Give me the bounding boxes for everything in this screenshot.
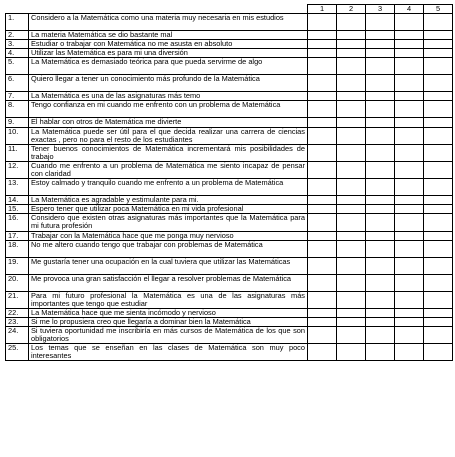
survey-items — [6, 14, 453, 361]
score-cell-4[interactable] — [395, 58, 424, 75]
score-cell-1[interactable] — [308, 92, 337, 101]
score-cell-3[interactable] — [366, 240, 395, 257]
scale-header-row — [6, 5, 453, 14]
score-cell-4[interactable] — [395, 49, 424, 58]
score-cell-2[interactable] — [337, 179, 366, 196]
item-statement: Estoy calmado y tranquilo cuando me enfrento a un problema de Matemática — [29, 179, 308, 196]
score-cell-4[interactable] — [395, 144, 424, 161]
score-cell-4[interactable] — [395, 127, 424, 144]
survey-row — [6, 317, 453, 326]
survey-row — [6, 144, 453, 161]
score-cell-3[interactable] — [366, 49, 395, 58]
score-cell-4[interactable] — [395, 257, 424, 274]
score-cell-5[interactable] — [424, 179, 453, 196]
item-number: 2. — [6, 31, 29, 40]
survey-row — [6, 326, 453, 343]
score-cell-3[interactable] — [366, 144, 395, 161]
item-number: 18. — [6, 240, 29, 257]
score-cell-2[interactable] — [337, 101, 366, 118]
score-cell-5[interactable] — [424, 214, 453, 231]
score-cell-4[interactable] — [395, 101, 424, 118]
score-cell-5[interactable] — [424, 40, 453, 49]
score-cell-3[interactable] — [366, 14, 395, 31]
score-cell-1[interactable] — [308, 317, 337, 326]
item-number: 6. — [6, 75, 29, 92]
score-cell-1[interactable] — [308, 231, 337, 240]
item-statement: Me provoca una gran satisfacción el llegar a resolver problemas de Matemática — [29, 274, 308, 291]
item-statement: Estudiar o trabajar con Matemática no me asusta en absoluto — [29, 40, 308, 49]
score-cell-2[interactable] — [337, 274, 366, 291]
survey-row — [6, 161, 453, 178]
score-cell-3[interactable] — [366, 161, 395, 178]
score-cell-3[interactable] — [366, 344, 395, 361]
item-number: 5. — [6, 58, 29, 75]
score-cell-5[interactable] — [424, 101, 453, 118]
score-cell-2[interactable] — [337, 14, 366, 31]
score-cell-3[interactable] — [366, 92, 395, 101]
score-cell-3[interactable] — [366, 118, 395, 127]
score-cell-1[interactable] — [308, 101, 337, 118]
score-cell-4[interactable] — [395, 40, 424, 49]
item-number: 16. — [6, 214, 29, 231]
item-number: 17. — [6, 231, 29, 240]
score-cell-1[interactable] — [308, 196, 337, 205]
score-cell-1[interactable] — [308, 274, 337, 291]
score-cell-3[interactable] — [366, 231, 395, 240]
item-statement: Me gustaría tener una ocupación en la cual tuviera que utilizar las Matemáticas — [29, 257, 308, 274]
scale-header-1: 1 — [308, 5, 337, 14]
item-statement: Si tuviera oportunidad me inscribiría en más cursos de Matemática de los que son obligatorios — [29, 326, 308, 343]
score-cell-5[interactable] — [424, 344, 453, 361]
score-cell-5[interactable] — [424, 58, 453, 75]
score-cell-1[interactable] — [308, 14, 337, 31]
score-cell-2[interactable] — [337, 75, 366, 92]
survey-row — [6, 196, 453, 205]
survey-row — [6, 257, 453, 274]
score-cell-1[interactable] — [308, 326, 337, 343]
score-cell-2[interactable] — [337, 49, 366, 58]
survey-row — [6, 214, 453, 231]
score-cell-3[interactable] — [366, 179, 395, 196]
score-cell-1[interactable] — [308, 58, 337, 75]
item-number: 13. — [6, 179, 29, 196]
score-cell-4[interactable] — [395, 75, 424, 92]
score-cell-5[interactable] — [424, 205, 453, 214]
score-cell-3[interactable] — [366, 40, 395, 49]
item-statement: Cuando me enfrento a un problema de Matemática me siento incapaz de pensar con claridad — [29, 161, 308, 178]
scale-header-2: 2 — [337, 5, 366, 14]
item-number: 23. — [6, 317, 29, 326]
survey-row — [6, 101, 453, 118]
survey-row — [6, 308, 453, 317]
item-statement: La Matemática puede ser útil para el que decida realizar una carrera de ciencias exactas , pero no para el resto de los estudiantes — [29, 127, 308, 144]
item-statement: La Matemática es demasiado teórica para que pueda servirme de algo — [29, 58, 308, 75]
item-number: 22. — [6, 308, 29, 317]
score-cell-2[interactable] — [337, 317, 366, 326]
item-statement: No me altero cuando tengo que trabajar con problemas de Matemática — [29, 240, 308, 257]
header-blank-cell — [6, 5, 308, 14]
item-number: 10. — [6, 127, 29, 144]
score-cell-2[interactable] — [337, 196, 366, 205]
score-cell-3[interactable] — [366, 317, 395, 326]
survey-row — [6, 92, 453, 101]
score-cell-2[interactable] — [337, 231, 366, 240]
item-number: 1. — [6, 14, 29, 31]
score-cell-3[interactable] — [366, 308, 395, 317]
score-cell-4[interactable] — [395, 214, 424, 231]
item-statement: Considero que existen otras asignaturas más importantes que la Matemática para mi futura profesión — [29, 214, 308, 231]
survey-row — [6, 49, 453, 58]
item-statement: Tengo confianza en mi cuando me enfrento con un problema de Matemática — [29, 101, 308, 118]
item-number: 25. — [6, 344, 29, 361]
item-statement: Utilizar las Matemática es para mi una diversión — [29, 49, 308, 58]
score-cell-2[interactable] — [337, 40, 366, 49]
item-statement: Trabajar con la Matemática hace que me ponga muy nervioso — [29, 231, 308, 240]
score-cell-5[interactable] — [424, 231, 453, 240]
score-cell-4[interactable] — [395, 92, 424, 101]
score-cell-4[interactable] — [395, 231, 424, 240]
score-cell-4[interactable] — [395, 161, 424, 178]
score-cell-5[interactable] — [424, 291, 453, 308]
item-number: 20. — [6, 274, 29, 291]
score-cell-1[interactable] — [308, 40, 337, 49]
score-cell-4[interactable] — [395, 274, 424, 291]
score-cell-5[interactable] — [424, 257, 453, 274]
survey-row — [6, 127, 453, 144]
score-cell-1[interactable] — [308, 31, 337, 40]
survey-row — [6, 274, 453, 291]
item-statement: Si me lo propusiera creo que llegaría a dominar bien la Matemática — [29, 317, 308, 326]
score-cell-5[interactable] — [424, 75, 453, 92]
score-cell-4[interactable] — [395, 31, 424, 40]
item-number: 4. — [6, 49, 29, 58]
score-cell-2[interactable] — [337, 127, 366, 144]
score-cell-2[interactable] — [337, 240, 366, 257]
score-cell-5[interactable] — [424, 14, 453, 31]
score-cell-4[interactable] — [395, 308, 424, 317]
score-cell-4[interactable] — [395, 326, 424, 343]
score-cell-3[interactable] — [366, 196, 395, 205]
score-cell-5[interactable] — [424, 196, 453, 205]
scale-header-3: 3 — [366, 5, 395, 14]
score-cell-5[interactable] — [424, 31, 453, 40]
score-cell-3[interactable] — [366, 31, 395, 40]
score-cell-1[interactable] — [308, 127, 337, 144]
score-cell-1[interactable] — [308, 291, 337, 308]
item-number: 15. — [6, 205, 29, 214]
score-cell-5[interactable] — [424, 127, 453, 144]
scale-header-5: 5 — [424, 5, 453, 14]
item-statement: La materia Matemática se dio bastante mal — [29, 31, 308, 40]
score-cell-3[interactable] — [366, 127, 395, 144]
survey-row — [6, 344, 453, 361]
item-number: 21. — [6, 291, 29, 308]
item-statement: Considero a la Matemática como una materia muy necesaria en mis estudios — [29, 14, 308, 31]
score-cell-4[interactable] — [395, 205, 424, 214]
score-cell-2[interactable] — [337, 58, 366, 75]
item-number: 24. — [6, 326, 29, 343]
score-cell-4[interactable] — [395, 317, 424, 326]
item-number: 8. — [6, 101, 29, 118]
score-cell-4[interactable] — [395, 14, 424, 31]
score-cell-1[interactable] — [308, 308, 337, 317]
score-cell-2[interactable] — [337, 144, 366, 161]
survey-row — [6, 75, 453, 92]
score-cell-1[interactable] — [308, 344, 337, 361]
score-cell-2[interactable] — [337, 31, 366, 40]
scale-header-4: 4 — [395, 5, 424, 14]
score-cell-5[interactable] — [424, 274, 453, 291]
score-cell-4[interactable] — [395, 344, 424, 361]
attitude-survey-table — [5, 4, 453, 361]
item-statement: Quiero llegar a tener un conocimiento más profundo de la Matemática — [29, 75, 308, 92]
item-number: 7. — [6, 92, 29, 101]
survey-row — [6, 231, 453, 240]
score-cell-5[interactable] — [424, 118, 453, 127]
score-cell-5[interactable] — [424, 317, 453, 326]
score-cell-4[interactable] — [395, 179, 424, 196]
score-cell-1[interactable] — [308, 179, 337, 196]
score-cell-2[interactable] — [337, 214, 366, 231]
score-cell-5[interactable] — [424, 92, 453, 101]
score-cell-3[interactable] — [366, 214, 395, 231]
survey-row — [6, 118, 453, 127]
survey-row — [6, 205, 453, 214]
score-cell-4[interactable] — [395, 118, 424, 127]
score-cell-1[interactable] — [308, 161, 337, 178]
score-cell-5[interactable] — [424, 240, 453, 257]
score-cell-1[interactable] — [308, 214, 337, 231]
survey-row — [6, 291, 453, 308]
score-cell-1[interactable] — [308, 257, 337, 274]
item-statement: La Matemática hace que me sienta incómodo y nervioso — [29, 308, 308, 317]
item-statement: El hablar con otros de Matemática me divierte — [29, 118, 308, 127]
score-cell-2[interactable] — [337, 291, 366, 308]
item-number: 3. — [6, 40, 29, 49]
item-number: 14. — [6, 196, 29, 205]
item-number: 19. — [6, 257, 29, 274]
score-cell-3[interactable] — [366, 257, 395, 274]
score-cell-4[interactable] — [395, 240, 424, 257]
score-cell-1[interactable] — [308, 75, 337, 92]
survey-row — [6, 31, 453, 40]
survey-row — [6, 58, 453, 75]
item-statement: La Matemática es una de las asignaturas más temo — [29, 92, 308, 101]
score-cell-4[interactable] — [395, 196, 424, 205]
score-cell-2[interactable] — [337, 92, 366, 101]
score-cell-2[interactable] — [337, 308, 366, 317]
score-cell-3[interactable] — [366, 291, 395, 308]
score-cell-3[interactable] — [366, 75, 395, 92]
score-cell-5[interactable] — [424, 49, 453, 58]
survey-row — [6, 40, 453, 49]
score-cell-2[interactable] — [337, 118, 366, 127]
item-statement: Los temas que se enseñan en las clases de Matemática son muy poco interesantes — [29, 344, 308, 361]
score-cell-1[interactable] — [308, 240, 337, 257]
item-statement: Espero tener que utilizar poca Matemática en mi vida profesional — [29, 205, 308, 214]
score-cell-2[interactable] — [337, 257, 366, 274]
survey-row — [6, 179, 453, 196]
score-cell-1[interactable] — [308, 49, 337, 58]
score-cell-5[interactable] — [424, 161, 453, 178]
score-cell-3[interactable] — [366, 58, 395, 75]
score-cell-1[interactable] — [308, 144, 337, 161]
score-cell-3[interactable] — [366, 205, 395, 214]
score-cell-4[interactable] — [395, 291, 424, 308]
score-cell-5[interactable] — [424, 326, 453, 343]
score-cell-3[interactable] — [366, 101, 395, 118]
survey-row — [6, 14, 453, 31]
score-cell-1[interactable] — [308, 118, 337, 127]
score-cell-5[interactable] — [424, 308, 453, 317]
item-number: 9. — [6, 118, 29, 127]
item-statement: Para mi futuro profesional la Matemática es una de las asignaturas más importantes que tengo que estudiar — [29, 291, 308, 308]
score-cell-1[interactable] — [308, 205, 337, 214]
item-statement: La Matemática es agradable y estimulante para mi. — [29, 196, 308, 205]
item-statement: Tener buenos conocimientos de Matemática incrementará mis posibilidades de trabajo — [29, 144, 308, 161]
score-cell-3[interactable] — [366, 274, 395, 291]
score-cell-2[interactable] — [337, 161, 366, 178]
score-cell-2[interactable] — [337, 344, 366, 361]
item-number: 11. — [6, 144, 29, 161]
score-cell-5[interactable] — [424, 144, 453, 161]
survey-row — [6, 240, 453, 257]
score-cell-3[interactable] — [366, 326, 395, 343]
item-number: 12. — [6, 161, 29, 178]
score-cell-2[interactable] — [337, 326, 366, 343]
score-cell-2[interactable] — [337, 205, 366, 214]
